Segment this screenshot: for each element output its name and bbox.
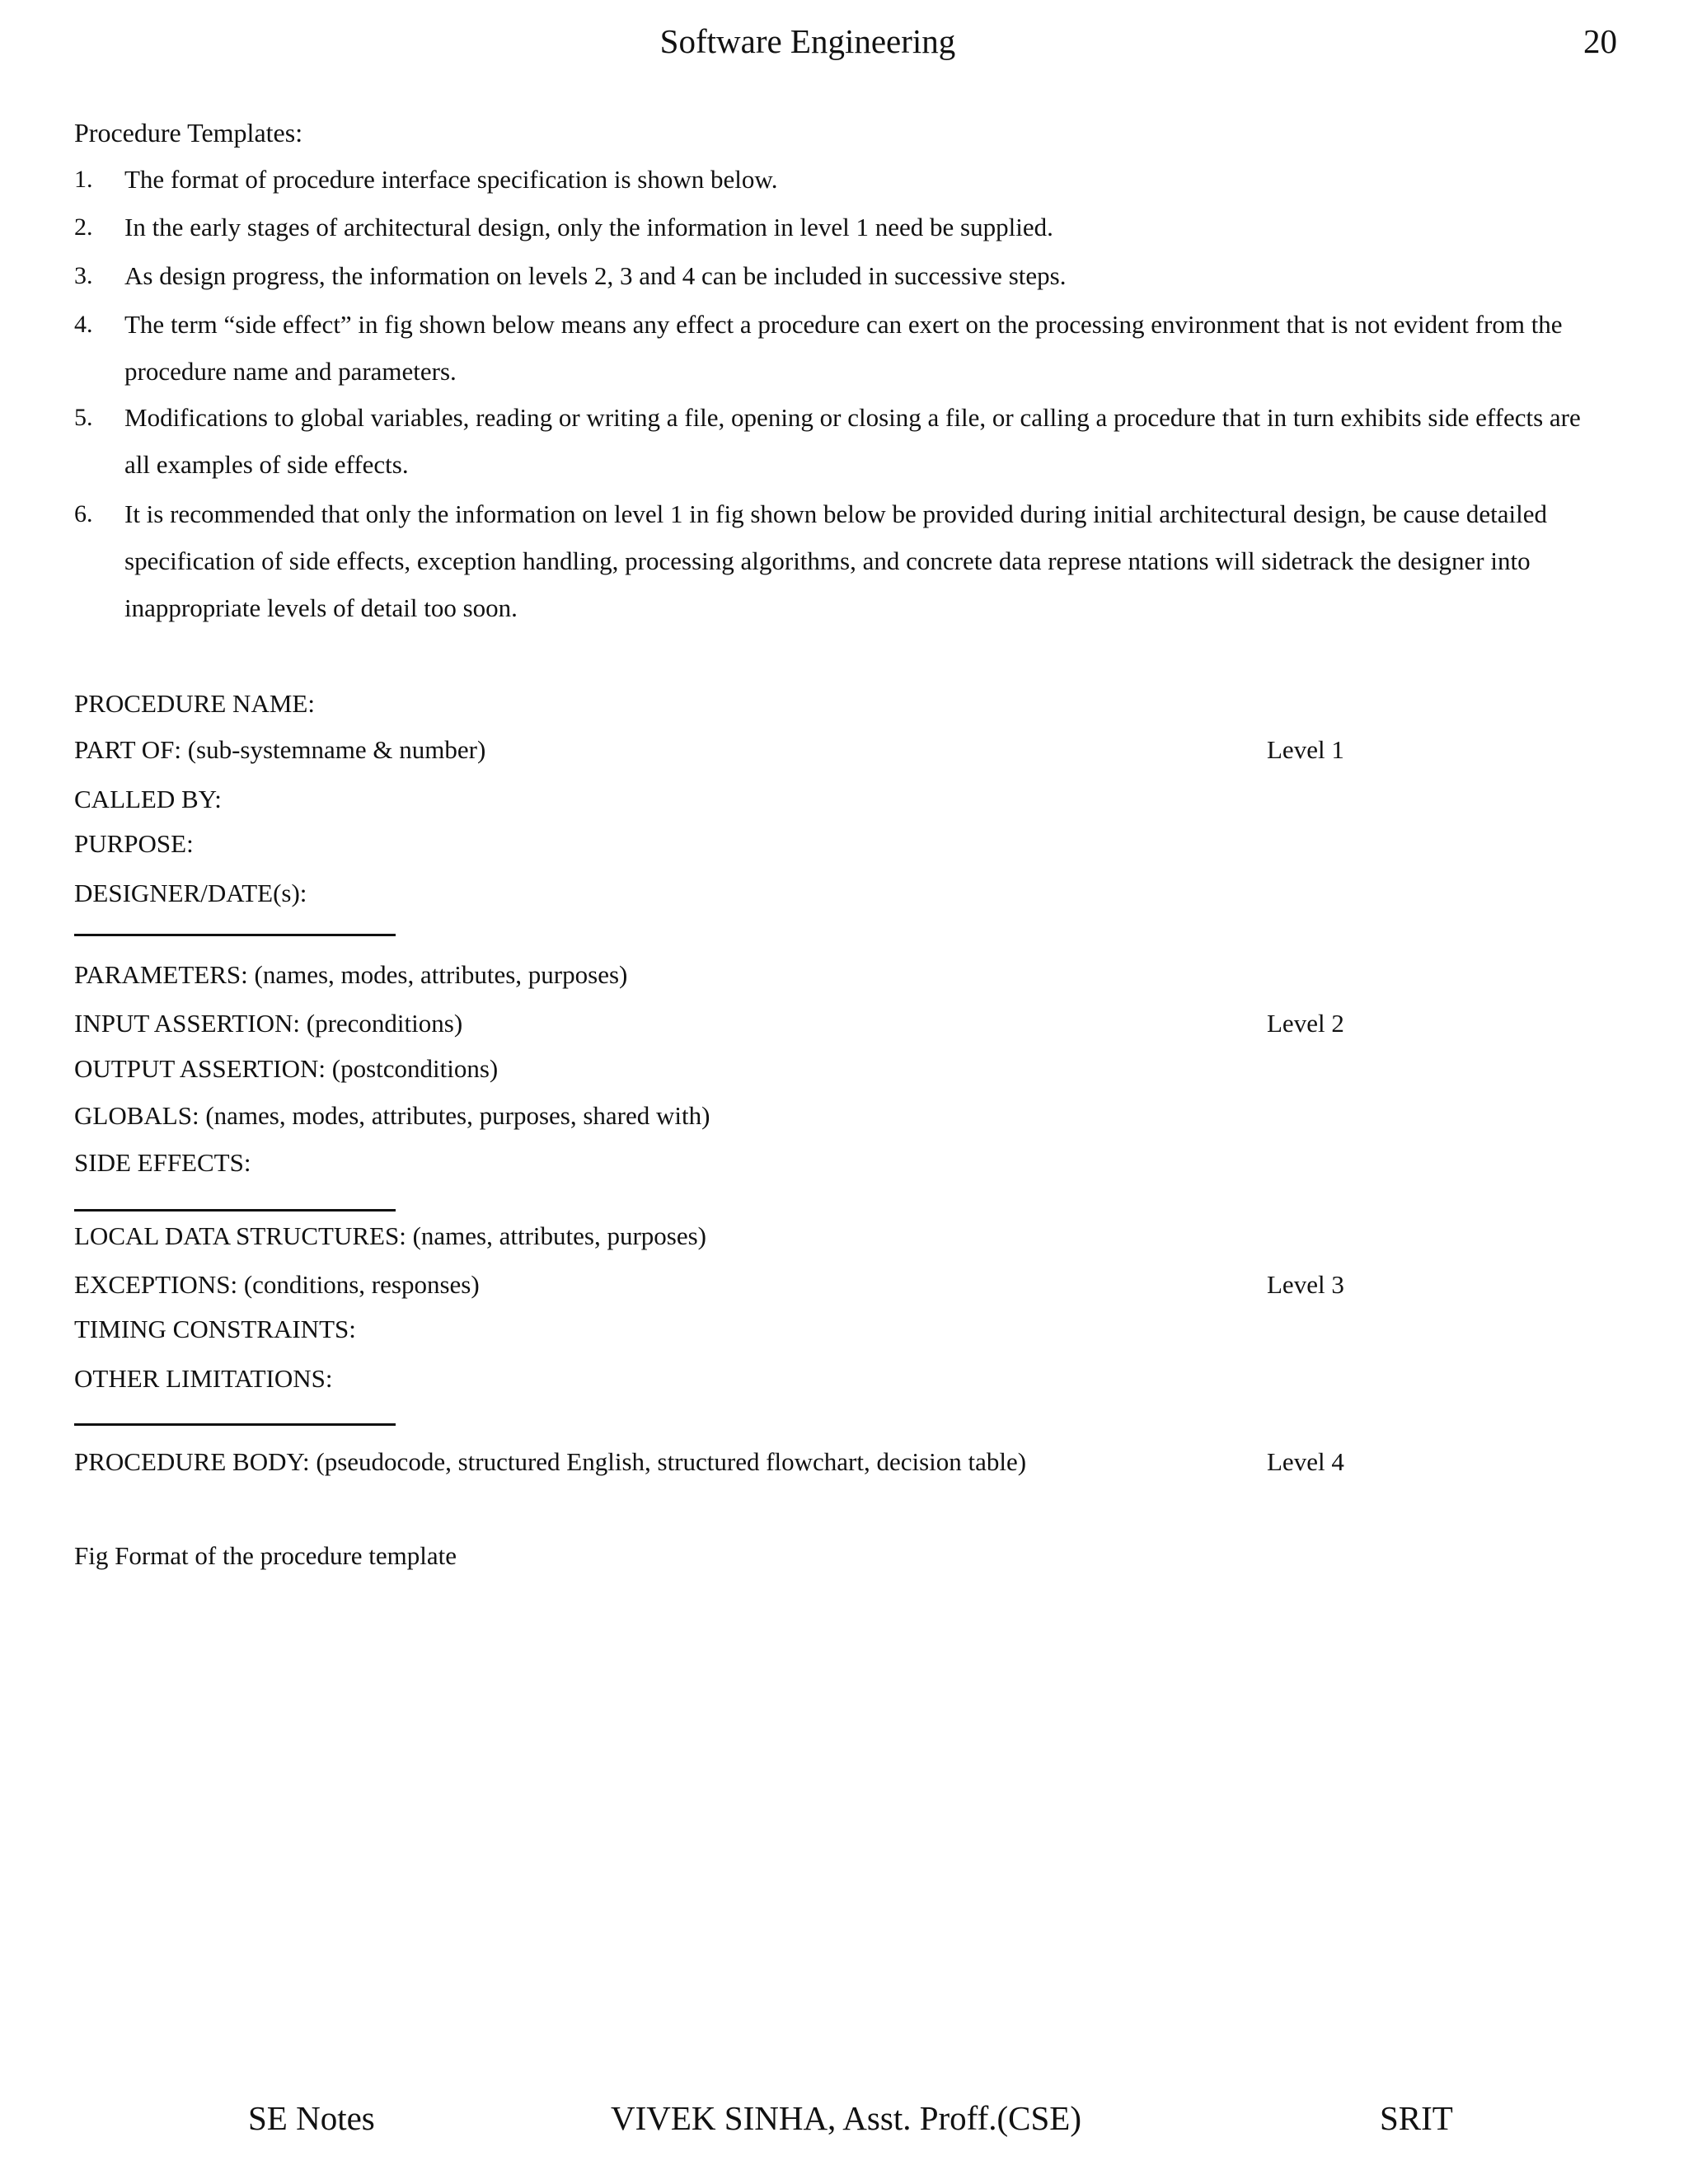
template-field: PROCEDURE NAME: [74, 689, 315, 718]
list-item-number: 2. [74, 213, 93, 241]
list-item-text: The format of procedure interface specification is shown below. [124, 165, 778, 194]
template-field: PART OF: (sub-systemname & number) [74, 735, 486, 764]
page-number: 20 [1583, 22, 1617, 60]
level-label: Level 4 [1267, 1447, 1344, 1476]
section-title: Procedure Templates: [74, 118, 303, 148]
list-item-text: In the early stages of architectural design, only the information in level 1 need be supplied. [124, 213, 1053, 241]
template-field: CALLED BY: [74, 785, 222, 813]
template-field: EXCEPTIONS: (conditions, responses) [74, 1270, 480, 1299]
template-field: OUTPUT ASSERTION: (postconditions) [74, 1054, 499, 1083]
footer-center: VIVEK SINHA, Asst. Proff.(CSE) [611, 2099, 1081, 2137]
template-field: SIDE EFFECTS: [74, 1148, 251, 1177]
template-field: LOCAL DATA STRUCTURES: (names, attributes, purposes) [74, 1221, 707, 1250]
list-item-text: The term “side effect” in fig shown below means any effect a procedure can exert on the processing environment that is not evident from the procedure name and parameters. [124, 310, 1563, 386]
list-item-text: As design progress, the information on levels 2, 3 and 4 can be included in successive steps. [124, 261, 1067, 290]
separator-line [74, 1209, 396, 1212]
template-field: PROCEDURE BODY: (pseudocode, structured English, structured flowchart, decision table) [74, 1447, 1027, 1476]
template-field: OTHER LIMITATIONS: [74, 1364, 333, 1393]
list-item-number: 6. [74, 500, 93, 527]
list-item-number: 1. [74, 166, 93, 193]
template-field: GLOBALS: (names, modes, attributes, purposes, shared with) [74, 1101, 710, 1130]
footer-left: SE Notes [248, 2099, 375, 2137]
list-item-number: 3. [74, 262, 93, 289]
template-field: DESIGNER/DATE(s): [74, 879, 307, 907]
template-field: INPUT ASSERTION: (preconditions) [74, 1009, 463, 1038]
list-item-text: Modifications to global variables, reading or writing a file, opening or closing a file, or calling a procedure that in turn exhibits side effects are all examples of side effects. [124, 403, 1581, 479]
list-item-text: It is recommended that only the information on level 1 in fig shown below be provided during initial architectural design, be cause detailed specification of side effects, exception handling, processing algorithms, and concrete data represe ntations will sidetrack the designer into inappropriate levels of detail too soon. [124, 499, 1548, 622]
footer-right: SRIT [1380, 2099, 1453, 2137]
template-field: PURPOSE: [74, 829, 194, 858]
list-item-number: 4. [74, 311, 93, 338]
level-label: Level 1 [1267, 735, 1344, 764]
list-item-number: 5. [74, 404, 93, 431]
header-title: Software Engineering [659, 22, 956, 60]
separator-line [74, 1423, 396, 1426]
figure-caption: Fig Format of the procedure template [74, 1541, 457, 1570]
separator-line [74, 934, 396, 936]
template-field: PARAMETERS: (names, modes, attributes, purposes) [74, 960, 628, 989]
level-label: Level 2 [1267, 1009, 1344, 1038]
level-label: Level 3 [1267, 1270, 1344, 1299]
template-field: TIMING CONSTRAINTS: [74, 1315, 356, 1343]
